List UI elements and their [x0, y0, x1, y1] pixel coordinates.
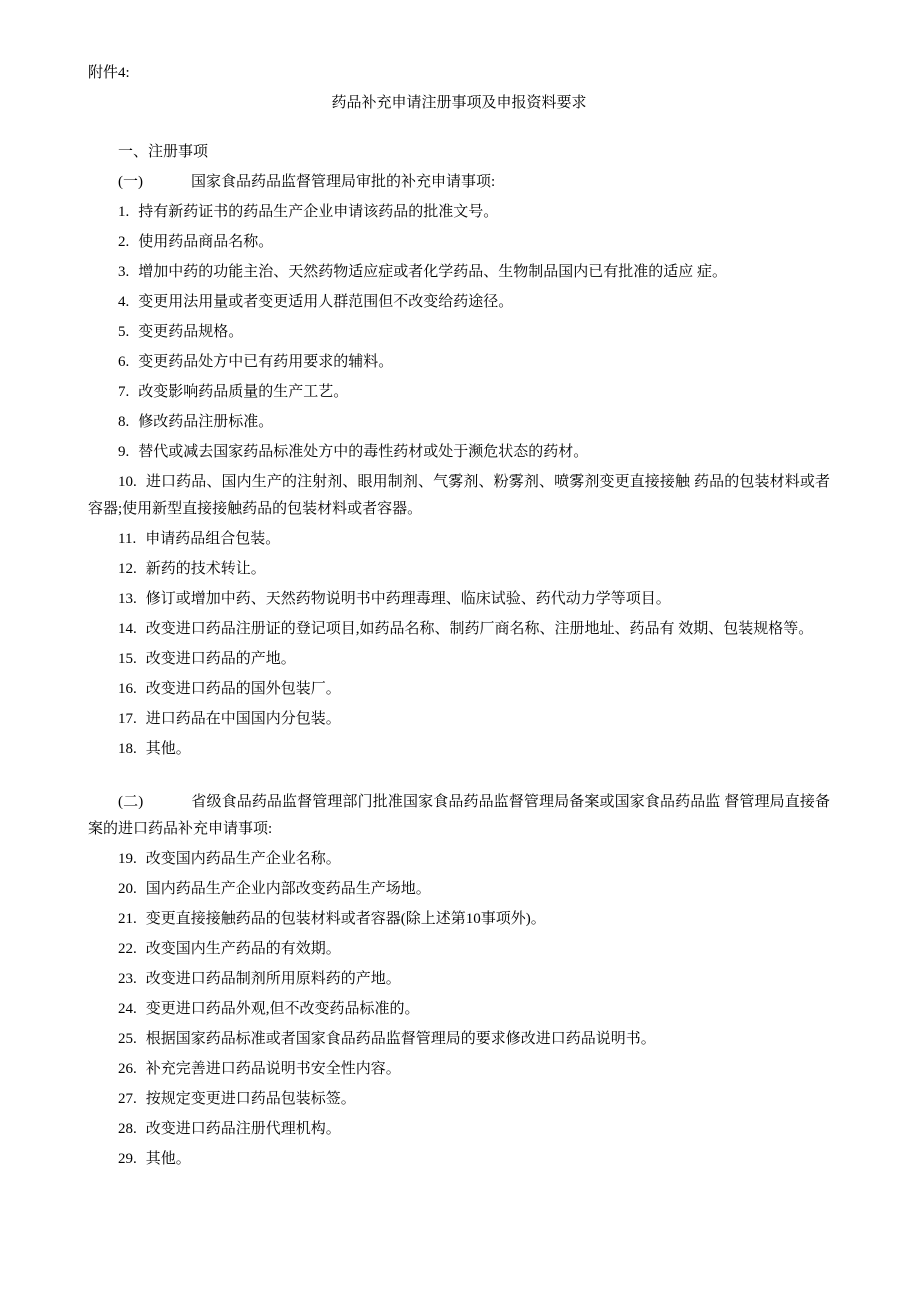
item-number: 9.: [118, 444, 130, 460]
item-number: 24.: [118, 1001, 137, 1017]
item-number: 4.: [118, 294, 130, 310]
list-item: [88, 676, 830, 703]
list-item: [88, 1086, 830, 1113]
list-item: [88, 289, 830, 316]
list-item: [88, 996, 830, 1023]
list-item: [88, 646, 830, 673]
item-number: 10.: [118, 474, 137, 490]
item-text: 补充完善进口药品说明书安全性内容。: [145, 1061, 401, 1077]
list-item: [88, 319, 830, 346]
item-text: 进口药品、国内生产的注射剂、眼用制剂、气雾剂、粉雾剂、喷雾剂变更直接接触 药品的包装材料或者容器;使用新型直接接触药品的包装材料或者容器。: [88, 474, 830, 517]
item-text: 申请药品组合包装。: [145, 531, 281, 547]
item-number: 22.: [118, 941, 137, 957]
item-text: 变更药品处方中已有药用要求的辅料。: [138, 354, 394, 370]
list-item: [88, 556, 830, 583]
item-text: 改变国内药品生产企业名称。: [145, 851, 341, 867]
list-item: [88, 616, 830, 643]
item-text: 其他。: [145, 1151, 191, 1167]
part2-heading: [88, 789, 830, 843]
list-item: [88, 199, 830, 226]
list-item: [88, 349, 830, 376]
item-number: 16.: [118, 681, 137, 697]
item-number: 17.: [118, 711, 137, 727]
item-number: 29.: [118, 1151, 137, 1167]
item-text: 修订或增加中药、天然药物说明书中药理毒理、临床试验、药代动力学等项目。: [145, 591, 671, 607]
item-number: 21.: [118, 911, 137, 927]
list-item: [88, 409, 830, 436]
item-number: 19.: [118, 851, 137, 867]
item-text: 改变影响药品质量的生产工艺。: [138, 384, 349, 400]
item-text: 修改药品注册标准。: [138, 414, 274, 430]
item-number: 2.: [118, 234, 130, 250]
item-number: 8.: [118, 414, 130, 430]
part2-label: (二): [118, 794, 144, 810]
part1-label: (一): [118, 174, 143, 190]
item-number: 1.: [118, 204, 130, 220]
list-item: [88, 229, 830, 256]
item-text: 增加中药的功能主治、天然药物适应症或者化学药品、生物制品国内已有批准的适应 症。: [138, 264, 728, 280]
item-number: 5.: [118, 324, 130, 340]
item-number: 23.: [118, 971, 137, 987]
item-text: 国内药品生产企业内部改变药品生产场地。: [145, 881, 431, 897]
item-text: 变更用法用量或者变更适用人群范围但不改变给药途径。: [138, 294, 514, 310]
list-item: [88, 846, 830, 873]
item-text: 改变进口药品注册证的登记项目,如药品名称、制药厂商名称、注册地址、药品有 效期、包装规格等。: [145, 621, 814, 637]
item-text: 按规定变更进口药品包装标签。: [145, 1091, 356, 1107]
list-item: [88, 706, 830, 733]
item-text: 变更进口药品外观,但不改变药品标准的。: [145, 1001, 420, 1017]
document-title: 药品补充申请注册事项及申报资料要求: [331, 95, 587, 111]
list-item: [88, 379, 830, 406]
item-text: 其他。: [145, 741, 191, 757]
item-number: 15.: [118, 651, 137, 667]
list-item: [88, 876, 830, 903]
item-text: 改变国内生产药品的有效期。: [145, 941, 341, 957]
attachment-label: 附件4:: [88, 65, 130, 81]
list-item: [88, 966, 830, 993]
item-number: 25.: [118, 1031, 137, 1047]
list-item: [88, 439, 830, 466]
list-item: [88, 736, 830, 763]
item-text: 改变进口药品注册代理机构。: [145, 1121, 341, 1137]
part1-heading: [88, 169, 830, 196]
item-number: 20.: [118, 881, 137, 897]
item-text: 新药的技术转让。: [145, 561, 266, 577]
item-number: 6.: [118, 354, 130, 370]
list-item: [88, 586, 830, 613]
part1-heading-text: 国家食品药品监督管理局审批的补充申请事项:: [191, 174, 496, 190]
item-text: 改变进口药品的国外包装厂。: [145, 681, 341, 697]
item-number: 11.: [118, 531, 137, 547]
item-text: 改变进口药品制剂所用原料药的产地。: [145, 971, 401, 987]
item-number: 7.: [118, 384, 130, 400]
list-item: [88, 936, 830, 963]
item-number: 18.: [118, 741, 137, 757]
item-number: 13.: [118, 591, 137, 607]
item-number: 26.: [118, 1061, 137, 1077]
list-item: [88, 1026, 830, 1053]
list-item: [88, 1056, 830, 1083]
item-text: 使用药品商品名称。: [138, 234, 274, 250]
item-text: 替代或减去国家药品标准处方中的毒性药材或处于濒危状态的药材。: [138, 444, 589, 460]
item-text: 变更药品规格。: [138, 324, 244, 340]
list-item: [88, 1146, 830, 1173]
item-number: 3.: [118, 264, 130, 280]
item-text: 变更直接接触药品的包装材料或者容器(除上述第10事项外)。: [145, 911, 546, 927]
item-number: 27.: [118, 1091, 137, 1107]
list-item: [88, 259, 830, 286]
list-item: [88, 526, 830, 553]
list-item: [88, 469, 830, 523]
part2-heading-text: 省级食品药品监督管理部门批准国家食品药品监督管理局备案或国家食品药品监 督管理局直接备案的进口药品补充申请事项:: [88, 794, 830, 837]
section-heading: 一、注册事项: [118, 144, 209, 160]
item-number: 14.: [118, 621, 137, 637]
item-text: 持有新药证书的药品生产企业申请该药品的批准文号。: [138, 204, 499, 220]
item-number: 12.: [118, 561, 137, 577]
item-number: 28.: [118, 1121, 137, 1137]
item-text: 根据国家药品标准或者国家食品药品监督管理局的要求修改进口药品说明书。: [145, 1031, 656, 1047]
item-text: 改变进口药品的产地。: [145, 651, 296, 667]
item-text: 进口药品在中国国内分包装。: [145, 711, 341, 727]
list-item: [88, 906, 830, 933]
list-item: [88, 1116, 830, 1143]
